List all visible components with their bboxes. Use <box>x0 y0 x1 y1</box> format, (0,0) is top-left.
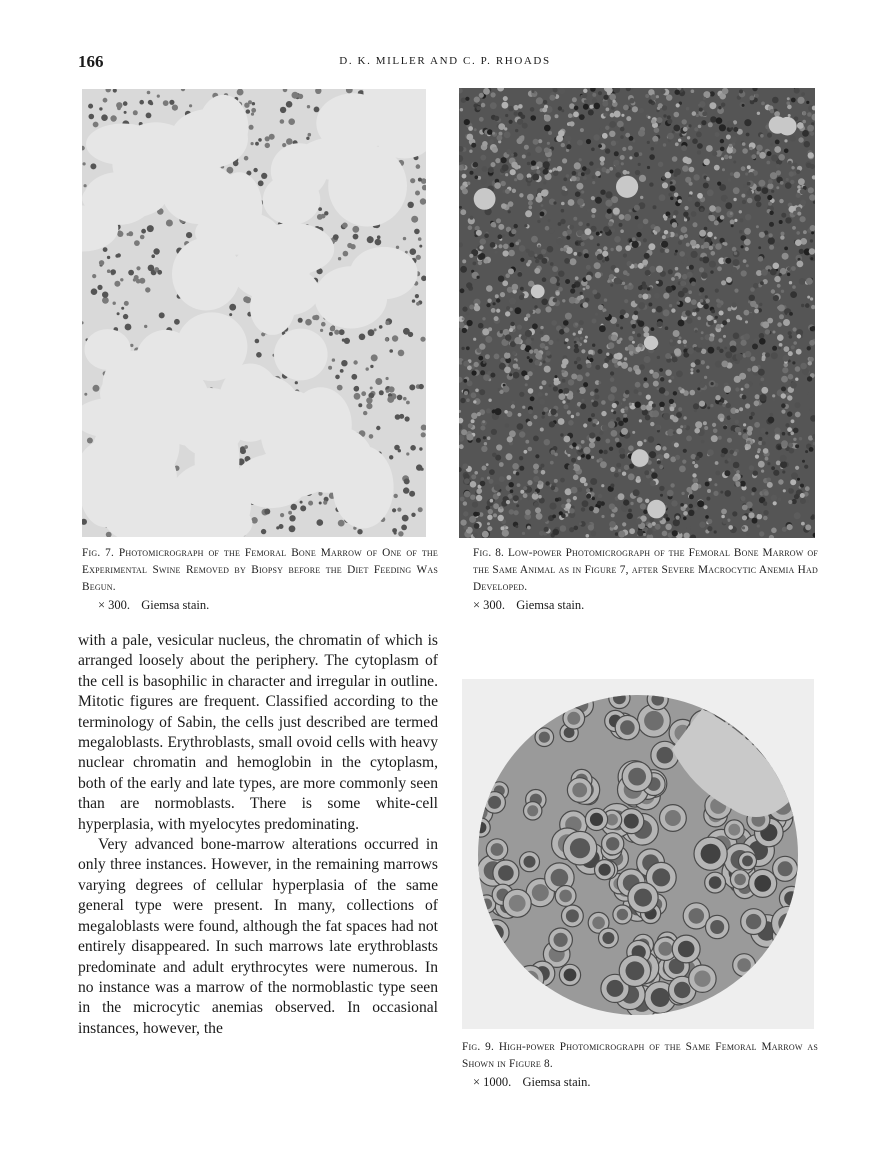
figure-9-label: Fig. 9. <box>462 1041 495 1053</box>
body-paragraph-2: Very advanced bone-marrow alterations occurred in only three instances. However, in the remaining marrows varying degrees of cellular hyperplasia of the same general type were present. In many, collections of megaloblasts were found, although the fat spaces had not entirely disappeared. In such marrows late erythroblasts predominate and adult erythrocytes were numerous. In no instance was a marrow of the normoblastic type seen in the microcytic anemias observed. In occasional instances, however, the <box>78 836 438 1037</box>
page-number: 166 <box>78 52 104 71</box>
figure-7-caption <box>82 545 438 596</box>
figure-9-magnification: × 1000. <box>473 1075 512 1089</box>
figure-7-label: Fig. 7. <box>82 547 115 559</box>
figure-9-stain <box>473 1075 590 1090</box>
figure-9-stain-text: Giemsa stain. <box>522 1075 591 1089</box>
figure-8-title: Low-power Photomicrograph of the Femoral Bone Marrow of the Same Animal as in Figure 7, after Severe Macrocytic Anemia Had Developed. <box>473 547 819 593</box>
figure-9-title: High-power Photomicrograph of the Same Femoral Marrow as Shown in Figure 8. <box>462 1041 818 1070</box>
running-head: D. K. MILLER AND C. P. RHOADS <box>339 55 551 67</box>
body-text <box>78 631 438 1039</box>
body-paragraph-1: with a pale, vesicular nucleus, the chromatin of which is arranged loosely about the periphery. The cytoplasm of the cell is basophilic in character and irregular in outline. Mitotic figures are frequent. Classified according to the terminology of Sabin, the cells just described are termed megaloblasts. Erythroblasts, small ovoid cells with heavy nuclear chromatin and hemoglobin in the cytoplasm, both of the early and late types, are more commonly seen than are normoblasts. There is some white-cell hyperplasia, with myelocytes predominating. <box>78 632 438 833</box>
figure-9-photomicrograph <box>462 679 814 1029</box>
figure-7-photomicrograph <box>82 89 426 537</box>
figure-7-title: Photomicrograph of the Femoral Bone Marrow of One of the Experimental Swine Removed by Biopsy before the Diet Feeding Was Begun. <box>82 547 438 593</box>
figure-7-stain <box>98 598 209 613</box>
figure-7-magnification: × 300. <box>98 598 131 612</box>
figure-8-magnification: × 300. <box>473 598 506 612</box>
figure-7-stain-text: Giemsa stain. <box>141 598 210 612</box>
figure-8-label: Fig. 8. <box>473 547 505 559</box>
figure-9-caption <box>462 1039 818 1073</box>
figure-8-stain-text: Giemsa stain. <box>516 598 585 612</box>
figure-8-caption <box>473 545 818 596</box>
figure-8-photomicrograph <box>459 88 815 538</box>
figure-8-stain <box>473 598 584 613</box>
